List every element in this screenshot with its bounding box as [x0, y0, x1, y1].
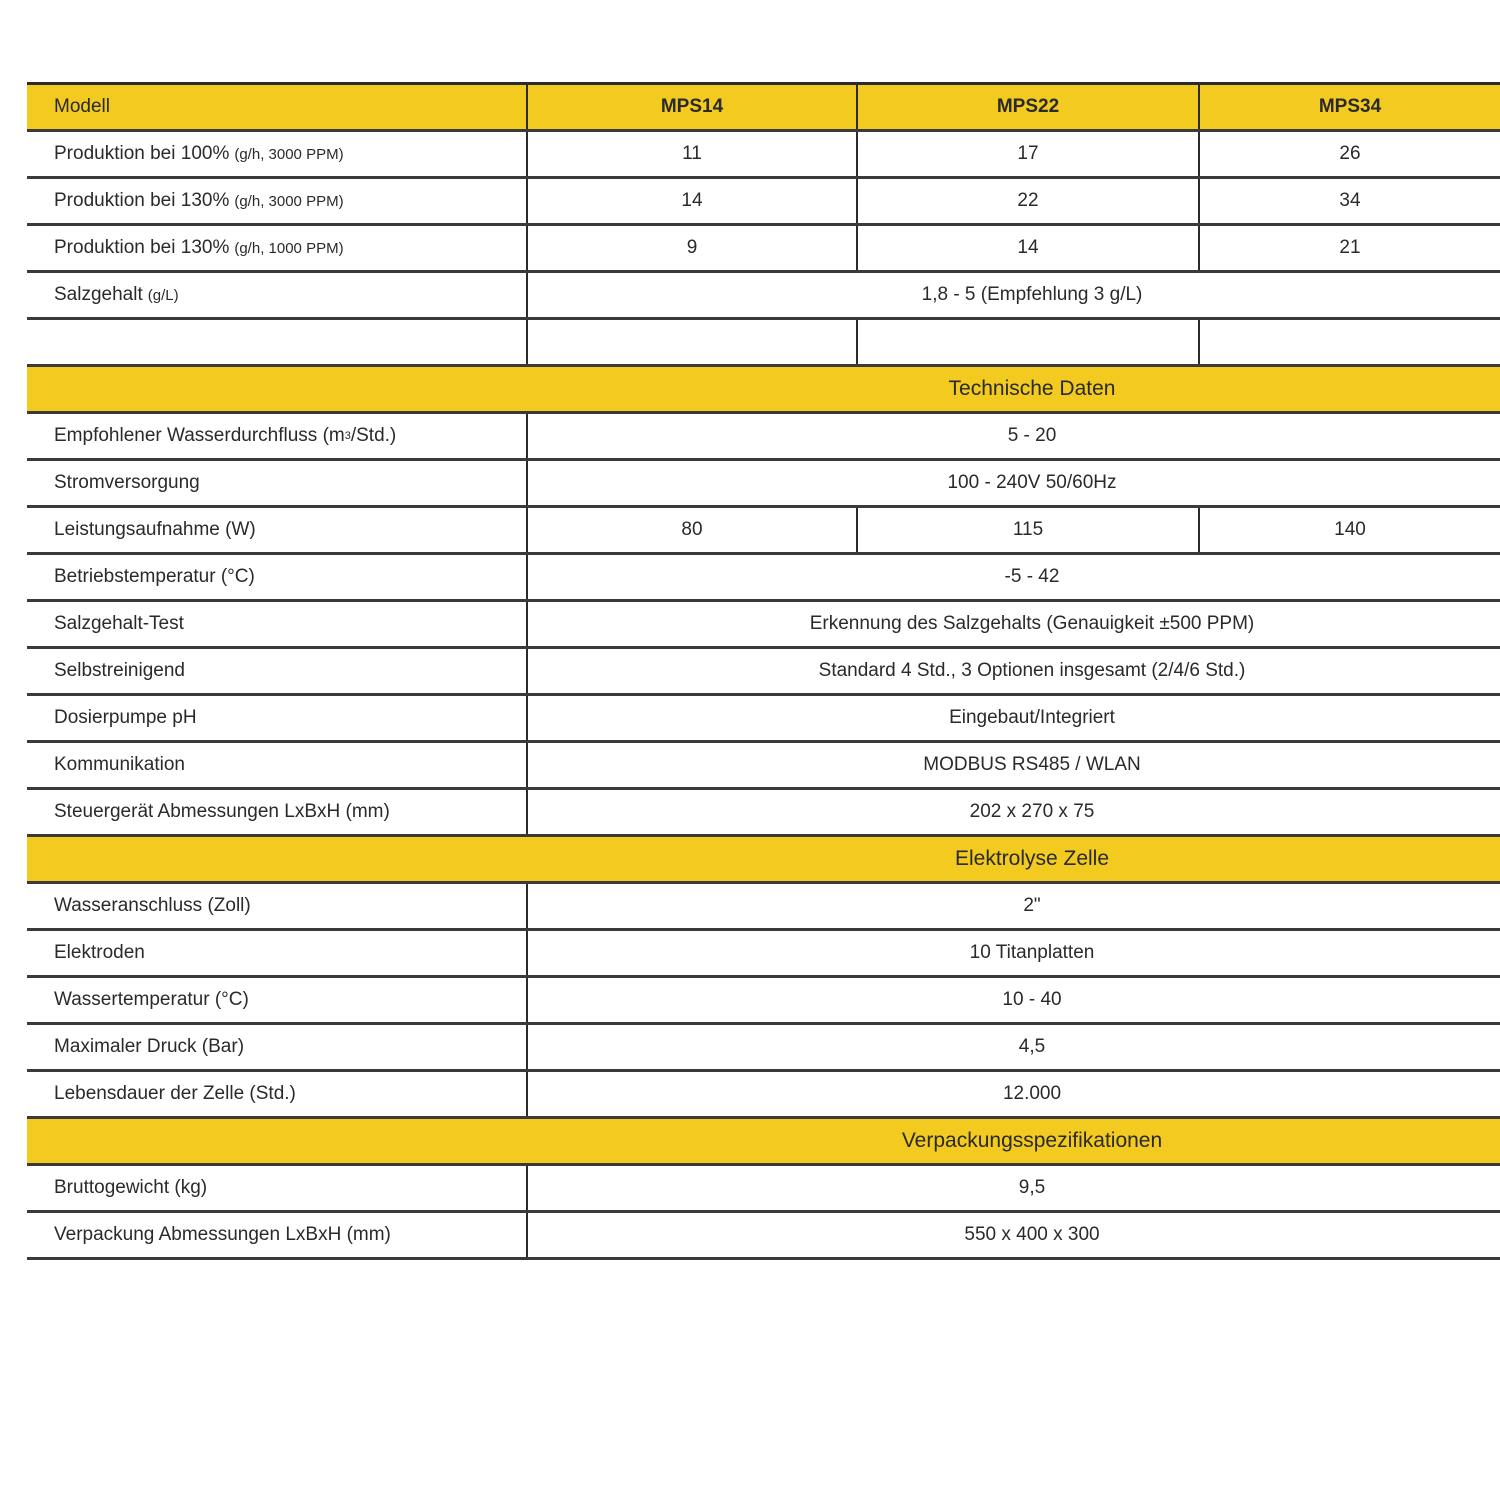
cell-value: 100 - 240V 50/60Hz — [947, 472, 1117, 493]
row-label: Lebensdauer der Zelle (Std.) — [54, 1083, 296, 1104]
section-title: Verpackungsspezifikationen — [901, 1129, 1163, 1152]
table-row — [27, 649, 1500, 696]
row-label: Produktion bei 130% (g/h, 3000 PPM) — [54, 190, 344, 211]
cell-value: 4,5 — [1018, 1036, 1046, 1057]
row-label: Wasseranschluss (Zoll) — [54, 895, 251, 916]
model-mps14: MPS14 — [660, 96, 724, 117]
header-label: Modell — [54, 96, 110, 117]
row-label: Leistungsaufnahme (W) — [54, 519, 256, 540]
row-label: Betriebstemperatur (°C) — [54, 566, 255, 587]
table-row — [27, 179, 1500, 226]
model-mps34: MPS34 — [1318, 96, 1382, 117]
cell-value: Eingebaut/Integriert — [949, 707, 1115, 728]
row-label: Empfohlener Wasserdurchfluss (m 3 /Std.) — [54, 425, 397, 446]
row-label: Selbstreinigend — [54, 660, 185, 681]
row-label: Elektroden — [54, 942, 145, 963]
cell-value: 140 — [1334, 519, 1366, 540]
cell-value: 550 x 400 x 300 — [964, 1224, 1100, 1245]
row-label: Produktion bei 100% (g/h, 3000 PPM) — [54, 143, 344, 164]
table-row — [27, 226, 1500, 273]
table-row — [27, 555, 1500, 602]
table-row — [27, 1072, 1500, 1119]
cell-value: 22 — [1017, 190, 1039, 211]
header-row — [27, 85, 1500, 132]
cell-value: 9,5 — [1018, 1177, 1046, 1198]
table-row — [27, 1025, 1500, 1072]
section-header-packaging — [27, 1119, 1500, 1166]
row-label: Maximaler Druck (Bar) — [54, 1036, 245, 1057]
cell-value: 26 — [1339, 143, 1361, 164]
cell-value: 115 — [1012, 519, 1044, 540]
table-row — [27, 414, 1500, 461]
table-row — [27, 273, 1500, 320]
cell-value: 10 - 40 — [1002, 989, 1062, 1010]
cell-value: 202 x 270 x 75 — [969, 801, 1095, 822]
cell-value: 14 — [1017, 237, 1039, 258]
row-label: Wassertemperatur (°C) — [54, 989, 249, 1010]
table-row — [27, 1166, 1500, 1213]
cell-value: 9 — [686, 237, 698, 258]
table-row — [27, 461, 1500, 508]
table-row — [27, 696, 1500, 743]
cell-value: Erkennung des Salzgehalts (Genauigkeit ±500 PPM) — [809, 613, 1255, 634]
row-label: Verpackung Abmessungen LxBxH (mm) — [54, 1224, 391, 1245]
table-row — [27, 790, 1500, 837]
cell-value: -5 - 42 — [1004, 566, 1060, 587]
row-label: Steuergerät Abmessungen LxBxH (mm) — [54, 801, 390, 822]
table-row — [27, 602, 1500, 649]
cell-value: 5 - 20 — [1007, 425, 1057, 446]
cell-value: Standard 4 Std., 3 Optionen insgesamt (2/4/6 Std.) — [818, 660, 1246, 681]
cell-value: 1,8 - 5 (Empfehlung 3 g/L) — [921, 284, 1143, 305]
model-mps22: MPS22 — [996, 96, 1060, 117]
table-row — [27, 1213, 1500, 1260]
table-row — [27, 132, 1500, 179]
table-row — [27, 743, 1500, 790]
empty-row — [27, 320, 1500, 367]
section-title: Elektrolyse Zelle — [954, 847, 1110, 870]
table-row — [27, 884, 1500, 931]
spec-table — [27, 82, 1500, 1260]
table-row — [27, 931, 1500, 978]
cell-value: MODBUS RS485 / WLAN — [923, 754, 1141, 775]
row-label: Kommunikation — [54, 754, 185, 775]
cell-value: 34 — [1339, 190, 1361, 211]
section-header-cell — [27, 837, 1500, 884]
cell-value: 11 — [682, 143, 702, 164]
row-label: Stromversorgung — [54, 472, 200, 493]
row-label: Produktion bei 130% (g/h, 1000 PPM) — [54, 237, 344, 258]
section-title: Technische Daten — [948, 377, 1116, 400]
cell-value: 14 — [681, 190, 703, 211]
row-label: Dosierpumpe pH — [54, 707, 197, 728]
cell-value: 12.000 — [1002, 1083, 1062, 1104]
cell-value: 17 — [1017, 143, 1039, 164]
cell-value: 21 — [1339, 237, 1361, 258]
section-header-technical — [27, 367, 1500, 414]
cell-value: 10 Titanplatten — [969, 942, 1095, 963]
row-label: Salzgehalt-Test — [54, 613, 184, 634]
table-row — [27, 978, 1500, 1025]
cell-value: 80 — [681, 519, 703, 540]
cell-value: 2" — [1023, 895, 1041, 916]
row-label: Salzgehalt (g/L) — [54, 284, 179, 305]
table-row — [27, 508, 1500, 555]
row-label: Bruttogewicht (kg) — [54, 1177, 208, 1198]
